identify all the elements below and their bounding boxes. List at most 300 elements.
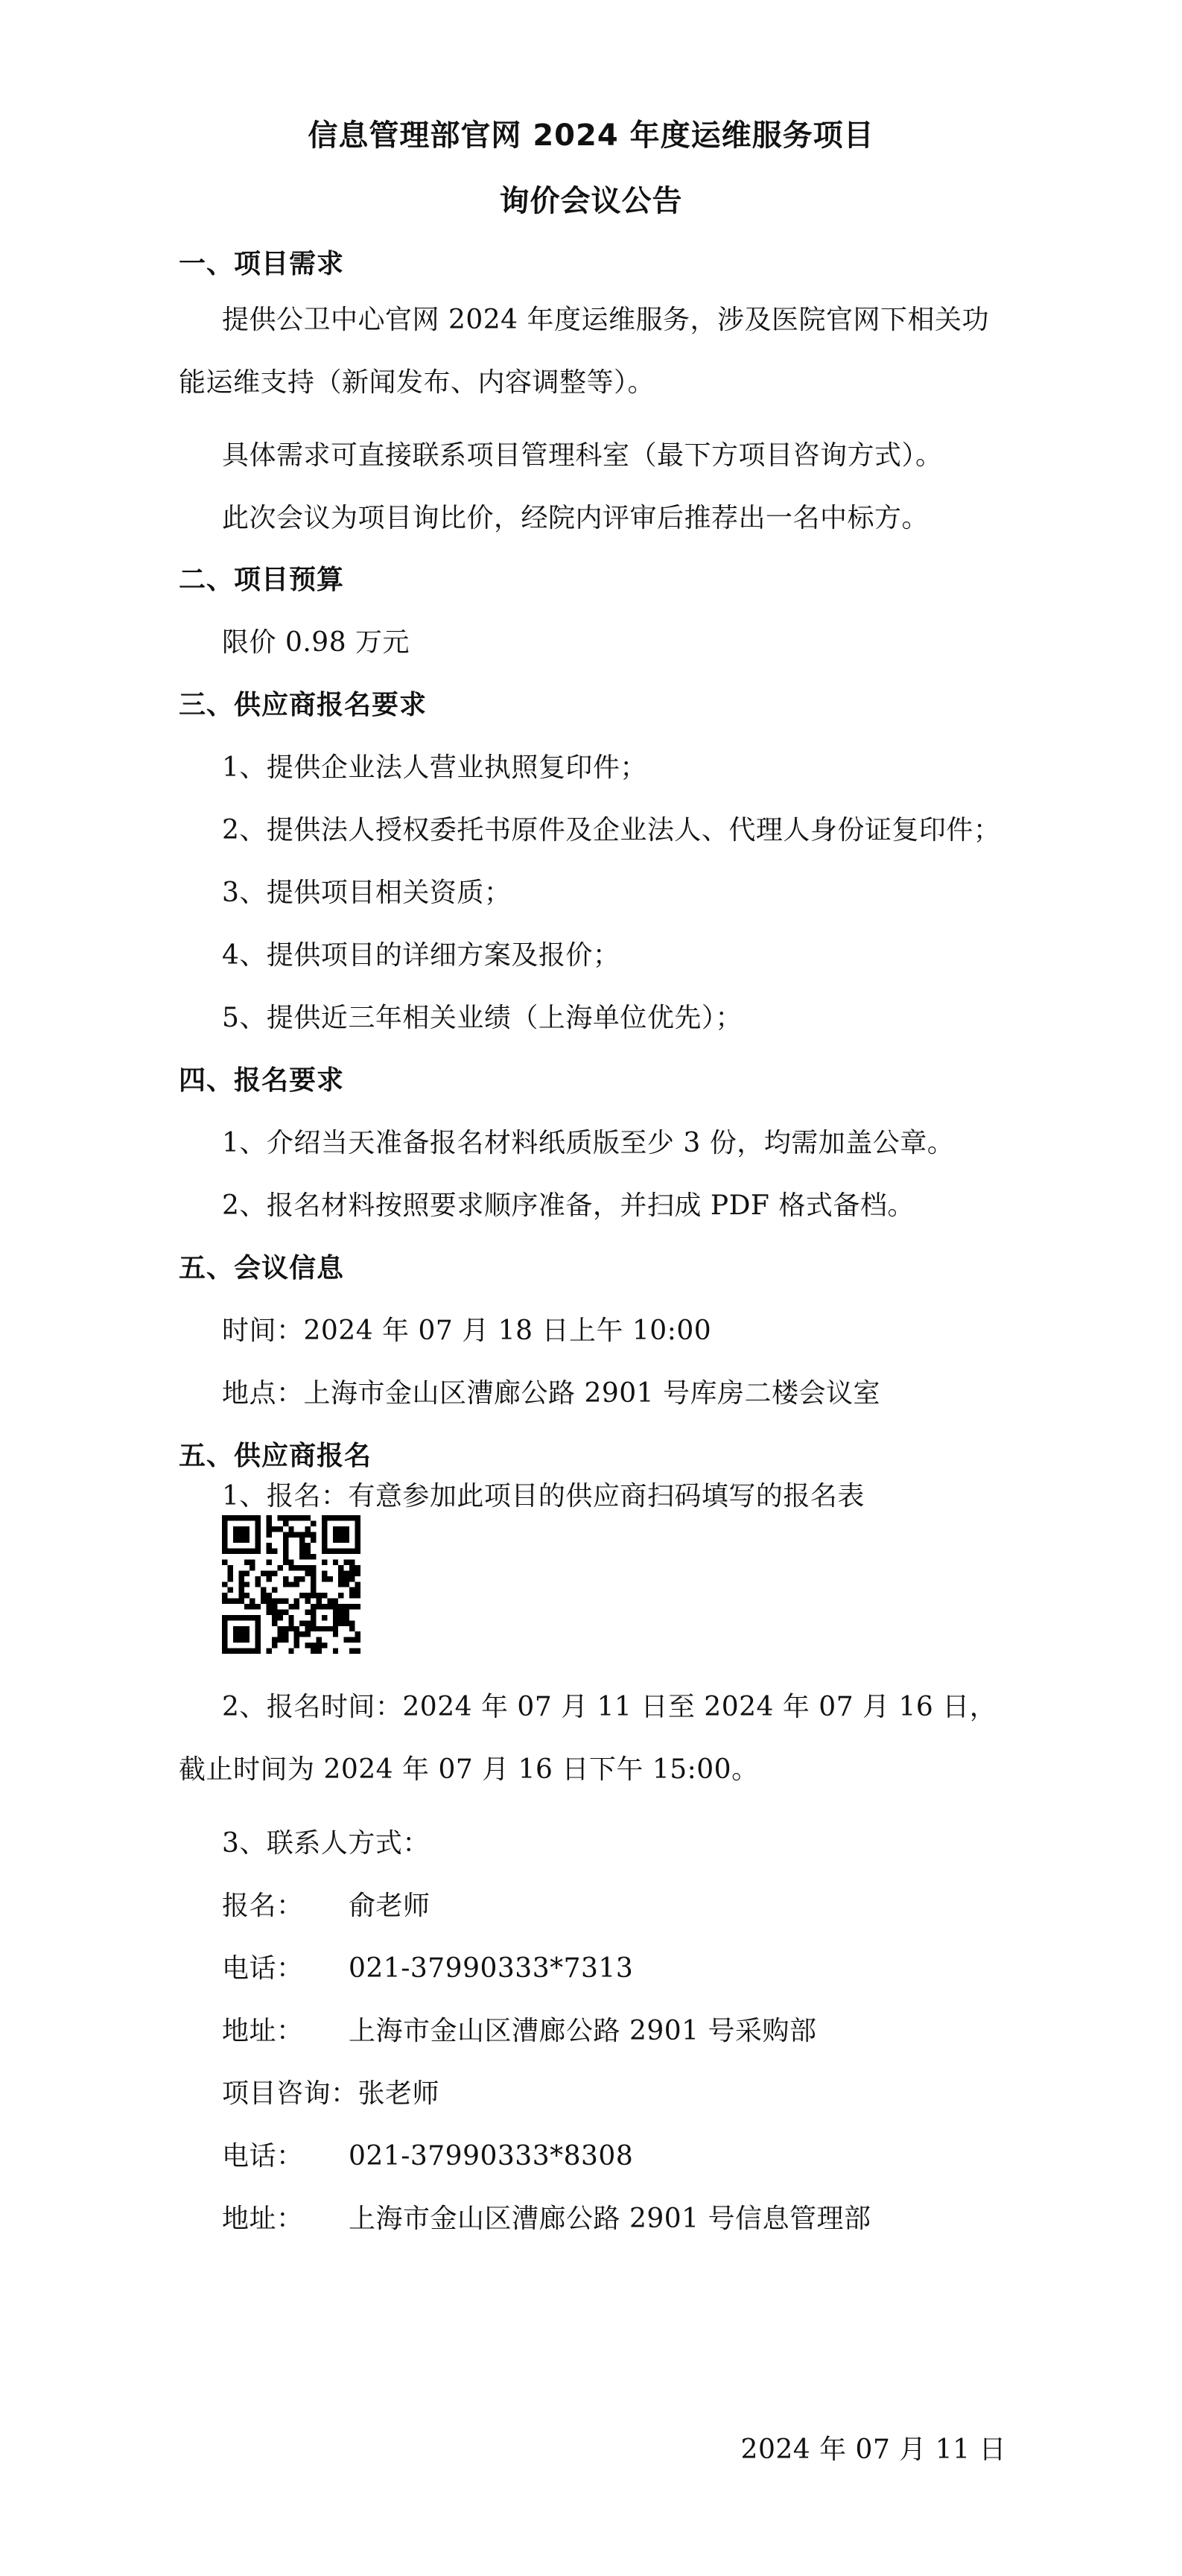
registration-requirement-item: 2、报名材料按照要求顺序准备，并扫成 PDF 格式备档。: [222, 1190, 915, 1221]
supplier-requirement-item: 4、提供项目的详细方案及报价；: [222, 940, 620, 971]
qr-module: [355, 1631, 360, 1637]
registration-qr-instruction: 1、报名：有意参加此项目的供应商扫码填写的报名表: [222, 1481, 865, 1511]
qr-module: [227, 1549, 232, 1554]
qr-module: [322, 1549, 327, 1554]
qr-module: [288, 1649, 293, 1654]
qr-module: [272, 1526, 277, 1532]
qr-module: [338, 1576, 343, 1582]
qr-module: [238, 1593, 244, 1598]
qr-module: [344, 1526, 349, 1532]
qr-module: [272, 1615, 277, 1620]
qr-module: [316, 1643, 321, 1648]
phone-label: 电话：: [222, 1953, 304, 1984]
qr-module: [305, 1643, 311, 1648]
qr-module: [233, 1532, 238, 1537]
qr-module: [299, 1554, 305, 1559]
qr-module: [238, 1515, 244, 1520]
supplier-requirement-item: 2、提供法人授权委托书原件及企业法人、代理人身份证复印件；: [222, 815, 1001, 846]
qr-module: [238, 1532, 244, 1537]
qr-module: [333, 1620, 338, 1625]
section-heading-budget: 二、项目预算: [179, 565, 345, 595]
qr-module: [322, 1532, 327, 1537]
qr-module: [272, 1599, 277, 1604]
qr-module: [299, 1576, 305, 1582]
qr-module: [288, 1620, 293, 1625]
qr-module: [349, 1570, 355, 1576]
qr-module: [355, 1549, 360, 1554]
qr-module: [244, 1582, 250, 1587]
meeting-time: 时间：2024 年 07 月 18 日上午 10:00: [222, 1316, 712, 1346]
qr-module: [238, 1631, 244, 1637]
qr-module: [222, 1649, 227, 1654]
supplier-requirement-item: 3、提供项目相关资质；: [222, 878, 512, 908]
qr-module: [338, 1570, 343, 1576]
qr-module: [261, 1587, 266, 1593]
qr-module: [238, 1637, 244, 1643]
qr-module: [333, 1532, 338, 1537]
section-heading-requirements: 一、项目需求: [179, 249, 345, 279]
qr-module: [267, 1526, 272, 1532]
qr-module: [349, 1560, 355, 1565]
qr-module: [238, 1576, 244, 1582]
qr-module: [355, 1532, 360, 1537]
qr-module: [244, 1526, 250, 1532]
qr-module: [255, 1532, 261, 1537]
qr-module: [288, 1604, 293, 1609]
qr-module: [316, 1637, 321, 1643]
qr-module: [349, 1604, 355, 1609]
budget-limit-text: 限价 0.98 万元: [222, 627, 410, 658]
qr-module: [305, 1570, 311, 1576]
qr-module: [355, 1637, 360, 1643]
qr-module: [333, 1631, 338, 1637]
qr-module: [250, 1615, 255, 1620]
qr-module: [267, 1599, 272, 1604]
qr-module: [267, 1593, 272, 1598]
qr-module: [267, 1543, 272, 1548]
qr-module: [311, 1532, 316, 1537]
qr-module: [294, 1565, 299, 1570]
qr-module: [255, 1526, 261, 1532]
qr-module: [277, 1615, 282, 1620]
qr-module: [327, 1626, 332, 1631]
qr-module: [222, 1637, 227, 1643]
qr-module: [305, 1554, 311, 1559]
qr-module: [333, 1549, 338, 1554]
address-value: 上海市金山区漕廊公路 2901 号采购部: [349, 2016, 817, 2046]
qr-module: [283, 1520, 288, 1526]
qr-module: [255, 1620, 261, 1625]
qr-module: [355, 1587, 360, 1593]
qr-module: [311, 1593, 316, 1598]
qr-module: [283, 1637, 288, 1643]
qr-module: [233, 1631, 238, 1637]
qr-module: [244, 1549, 250, 1554]
qr-module: [222, 1532, 227, 1537]
qr-module: [355, 1570, 360, 1576]
qr-module: [349, 1565, 355, 1570]
qr-module: [322, 1626, 327, 1631]
qr-module: [255, 1520, 261, 1526]
qr-module: [338, 1526, 343, 1532]
qr-module: [283, 1576, 288, 1582]
qr-module: [283, 1631, 288, 1637]
qr-module: [261, 1599, 266, 1604]
qr-module: [233, 1515, 238, 1520]
qr-module: [277, 1526, 282, 1532]
qr-module: [305, 1599, 311, 1604]
qr-module: [355, 1538, 360, 1543]
qr-module: [238, 1599, 244, 1604]
qr-module: [222, 1549, 227, 1554]
qr-module: [238, 1570, 244, 1576]
contact-registration-address: [222, 2010, 817, 2048]
qr-module: [244, 1649, 250, 1654]
qr-module: [349, 1626, 355, 1631]
qr-module: [316, 1626, 321, 1631]
qr-module: [222, 1626, 227, 1631]
qr-module: [283, 1554, 288, 1559]
supplier-requirement-item: 5、提供近三年相关业绩（上海单位优先）；: [222, 1003, 743, 1033]
qr-module: [244, 1626, 250, 1631]
qr-module: [299, 1538, 305, 1543]
qr-module: [277, 1599, 282, 1604]
qr-module: [344, 1515, 349, 1520]
qr-module: [322, 1526, 327, 1532]
qr-module: [327, 1515, 332, 1520]
qr-module: [250, 1599, 255, 1604]
qr-module: [255, 1631, 261, 1637]
qr-module: [267, 1604, 272, 1609]
qr-module: [316, 1649, 321, 1654]
qr-module: [267, 1549, 272, 1554]
qr-module: [267, 1515, 272, 1520]
qr-module: [244, 1615, 250, 1620]
qr-module: [344, 1538, 349, 1543]
qr-module: [250, 1549, 255, 1554]
qr-module: [283, 1609, 288, 1614]
qr-module: [294, 1582, 299, 1587]
qr-module: [355, 1543, 360, 1548]
registration-time: 2、报名时间：2024 年 07 月 11 日至 2024 年 07 月 16 日，截止时间为 2024 年 07 月 16 日下午 15:00。: [179, 1692, 997, 1785]
qr-module: [267, 1609, 272, 1614]
qr-module: [261, 1570, 266, 1576]
qr-module: [349, 1620, 355, 1625]
qr-module: [283, 1515, 288, 1520]
qr-module: [283, 1626, 288, 1631]
qr-module: [288, 1526, 293, 1532]
contact-project-consultation: 项目咨询：张老师: [222, 2078, 440, 2109]
qr-module: [233, 1526, 238, 1532]
qr-module: [344, 1560, 349, 1565]
qr-module: [333, 1609, 338, 1614]
qr-module: [267, 1520, 272, 1526]
qr-module: [327, 1599, 332, 1604]
qr-module: [255, 1582, 261, 1587]
qr-module: [255, 1538, 261, 1543]
qr-module: [277, 1515, 282, 1520]
qr-module: [250, 1560, 255, 1565]
qr-module: [305, 1620, 311, 1625]
qr-module: [333, 1599, 338, 1604]
qr-module: [344, 1615, 349, 1620]
qr-module: [349, 1649, 355, 1654]
qr-module: [349, 1576, 355, 1582]
address-label: 地址：: [222, 2016, 304, 2046]
requirements-paragraph-3: 此次会议为项目询比价，经院内评审后推荐出一名中标方。: [222, 503, 930, 533]
qr-module: [299, 1593, 305, 1598]
qr-module: [333, 1615, 338, 1620]
qr-module: [222, 1526, 227, 1532]
qr-module: [322, 1615, 327, 1620]
qr-module: [288, 1515, 293, 1520]
qr-module: [338, 1565, 343, 1570]
qr-module: [299, 1549, 305, 1554]
contact-consultation-address: [222, 2198, 871, 2236]
qr-module: [299, 1532, 305, 1537]
qr-module: [294, 1604, 299, 1609]
qr-module: [244, 1532, 250, 1537]
qr-module: [338, 1515, 343, 1520]
qr-module: [311, 1620, 316, 1625]
qr-module: [283, 1599, 288, 1604]
qr-module: [311, 1576, 316, 1582]
qr-module: [311, 1570, 316, 1576]
qr-module: [294, 1631, 299, 1637]
qr-module: [305, 1515, 311, 1520]
qr-module: [238, 1649, 244, 1654]
qr-module: [272, 1587, 277, 1593]
qr-module: [222, 1620, 227, 1625]
qr-module: [305, 1549, 311, 1554]
qr-module: [238, 1615, 244, 1620]
meeting-place: 地点：上海市金山区漕廊公路 2901 号库房二楼会议室: [222, 1378, 881, 1409]
qr-module: [344, 1604, 349, 1609]
qr-module: [227, 1587, 232, 1593]
qr-module: [294, 1576, 299, 1582]
qr-module: [227, 1649, 232, 1654]
qr-module: [355, 1526, 360, 1532]
qr-module: [250, 1515, 255, 1520]
qr-module: [233, 1637, 238, 1643]
contact-registration-label: 报名：: [222, 1891, 304, 1921]
qr-module: [288, 1532, 293, 1537]
qr-module: [222, 1543, 227, 1548]
document-title-line1: 信息管理部官网 2024 年度运维服务项目: [308, 118, 874, 153]
qr-module: [255, 1637, 261, 1643]
qr-module: [316, 1599, 321, 1604]
qr-module: [244, 1560, 250, 1565]
qr-module: [255, 1615, 261, 1620]
qr-module: [355, 1520, 360, 1526]
qr-module: [222, 1560, 227, 1565]
requirements-paragraph-1: 提供公卫中心官网 2024 年度运维服务，涉及医院官网下相关功能运维支持（新闻发布、内容调整等）。: [179, 305, 990, 398]
qr-module: [311, 1587, 316, 1593]
qr-module: [311, 1538, 316, 1543]
qr-module: [244, 1604, 250, 1609]
qr-module: [244, 1593, 250, 1598]
address-label: 地址：: [222, 2204, 304, 2234]
qr-module: [272, 1604, 277, 1609]
qr-module: [255, 1515, 261, 1520]
qr-module: [333, 1626, 338, 1631]
qr-module: [255, 1549, 261, 1554]
qr-module: [227, 1599, 232, 1604]
section-heading-supplier-requirements: 三、供应商报名要求: [179, 690, 428, 720]
section-heading-supplier-registration: 五、供应商报名: [179, 1441, 372, 1471]
qr-module: [267, 1649, 272, 1654]
qr-module: [255, 1626, 261, 1631]
qr-module: [227, 1515, 232, 1520]
contact-registration-phone: [222, 1947, 633, 1985]
qr-module: [322, 1520, 327, 1526]
qr-module: [272, 1620, 277, 1625]
qr-module: [349, 1549, 355, 1554]
qr-module: [283, 1532, 288, 1537]
qr-module: [238, 1526, 244, 1532]
qr-module: [349, 1515, 355, 1520]
qr-module: [305, 1526, 311, 1532]
qr-module: [250, 1604, 255, 1609]
qr-module: [355, 1515, 360, 1520]
qr-module: [277, 1609, 282, 1614]
qr-module: [338, 1582, 343, 1587]
qr-module: [267, 1560, 272, 1565]
qr-module: [344, 1637, 349, 1643]
qr-module: [250, 1565, 255, 1570]
qr-module: [322, 1604, 327, 1609]
qr-module: [294, 1532, 299, 1537]
qr-module: [267, 1576, 272, 1582]
qr-module: [311, 1649, 316, 1654]
qr-module: [222, 1582, 227, 1587]
qr-module: [327, 1576, 332, 1582]
qr-module: [333, 1649, 338, 1654]
contact-registration: [222, 1885, 430, 1923]
qr-module: [233, 1549, 238, 1554]
qr-module: [327, 1549, 332, 1554]
qr-module: [305, 1543, 311, 1548]
qr-module: [355, 1649, 360, 1654]
phone-value: 021-37990333*7313: [349, 1953, 634, 1984]
qr-module: [238, 1626, 244, 1631]
qr-module: [299, 1515, 305, 1520]
qr-module: [277, 1637, 282, 1643]
qr-module: [227, 1565, 232, 1570]
qr-module: [311, 1615, 316, 1620]
qr-module: [222, 1631, 227, 1637]
qr-module: [311, 1554, 316, 1559]
section-heading-meeting-info: 五、会议信息: [179, 1253, 345, 1284]
qr-module: [277, 1631, 282, 1637]
phone-value: 021-37990333*8308: [349, 2141, 634, 2171]
qr-module: [338, 1593, 343, 1598]
qr-module: [233, 1649, 238, 1654]
qr-module: [311, 1565, 316, 1570]
requirements-paragraph-2: 具体需求可直接联系项目管理科室（最下方项目咨询方式）。: [222, 440, 943, 471]
qr-module: [344, 1532, 349, 1537]
contact-consultation-phone: [222, 2135, 633, 2173]
qr-module: [311, 1582, 316, 1587]
qr-module: [305, 1609, 311, 1614]
qr-module: [244, 1538, 250, 1543]
qr-module: [311, 1520, 316, 1526]
qr-module: [261, 1593, 266, 1598]
qr-module: [327, 1604, 332, 1609]
qr-module: [299, 1543, 305, 1548]
qr-module: [322, 1560, 327, 1565]
qr-module: [311, 1609, 316, 1614]
qr-module: [311, 1626, 316, 1631]
qr-module: [344, 1620, 349, 1625]
qr-module: [227, 1615, 232, 1620]
qr-module: [283, 1538, 288, 1543]
qr-module: [288, 1626, 293, 1631]
qr-module: [233, 1626, 238, 1631]
qr-module: [322, 1570, 327, 1576]
qr-module: [311, 1604, 316, 1609]
qr-module: [222, 1538, 227, 1543]
qr-module: [233, 1615, 238, 1620]
qr-module: [283, 1549, 288, 1554]
qr-module: [333, 1515, 338, 1520]
qr-module: [311, 1643, 316, 1648]
document-date: 2024 年 07 月 11 日: [740, 2434, 1006, 2465]
qr-module: [333, 1538, 338, 1543]
qr-module: [338, 1604, 343, 1609]
qr-module: [344, 1609, 349, 1614]
qr-module: [344, 1549, 349, 1554]
supplier-requirement-item: 1、提供企业法人营业执照复印件；: [222, 752, 647, 783]
qr-module: [277, 1565, 282, 1570]
qr-module: [333, 1560, 338, 1565]
qr-module: [222, 1643, 227, 1648]
qr-module: [299, 1565, 305, 1570]
qr-module: [233, 1538, 238, 1543]
qr-module: [238, 1549, 244, 1554]
qr-module: [294, 1515, 299, 1520]
qr-module: [322, 1538, 327, 1543]
qr-module: [283, 1560, 288, 1565]
qr-code-icon[interactable]: [222, 1515, 360, 1654]
qr-module: [283, 1543, 288, 1548]
qr-module: [322, 1515, 327, 1520]
qr-module: [227, 1576, 232, 1582]
qr-module: [244, 1570, 250, 1576]
qr-module: [338, 1609, 343, 1614]
qr-module: [272, 1637, 277, 1643]
qr-module: [344, 1576, 349, 1582]
qr-module: [244, 1637, 250, 1643]
qr-module: [305, 1565, 311, 1570]
section-heading-registration-requirements: 四、报名要求: [179, 1065, 345, 1096]
qr-module: [222, 1515, 227, 1520]
qr-module: [349, 1587, 355, 1593]
qr-module: [355, 1582, 360, 1587]
qr-module: [288, 1615, 293, 1620]
qr-module: [322, 1543, 327, 1548]
qr-module: [244, 1631, 250, 1637]
contact-heading: 3、联系人方式：: [222, 1828, 430, 1859]
qr-module: [322, 1576, 327, 1582]
qr-module: [338, 1532, 343, 1537]
qr-module: [305, 1532, 311, 1537]
qr-module: [222, 1520, 227, 1526]
qr-module: [294, 1599, 299, 1604]
qr-module: [255, 1543, 261, 1548]
qr-module: [322, 1643, 327, 1648]
qr-module: [355, 1604, 360, 1609]
